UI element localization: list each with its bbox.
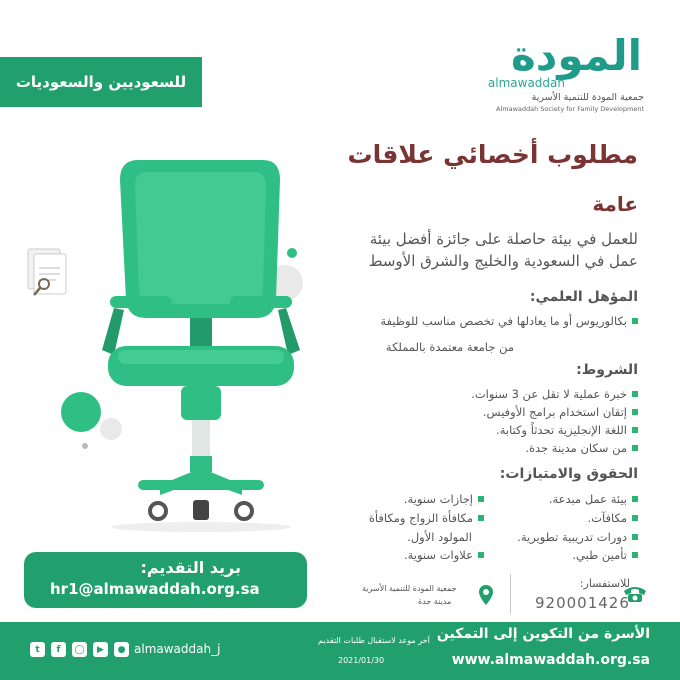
audience-banner: [0, 57, 202, 107]
job-title: مطلوب أخصائي علاقات: [347, 140, 638, 169]
deadline-label: آخر موعد لاستقبال طلبات التقديم: [318, 636, 430, 645]
condition-text: اللغة الإنجليزية تحدثاً وكتابة.: [496, 423, 627, 437]
benefit-text: مكافأة الزواج ومكافأة: [368, 511, 473, 525]
benefit-text-continued: المولود الأول.: [407, 530, 472, 544]
chair-wheel-right: [236, 503, 252, 519]
decor-circle-small: [100, 418, 122, 440]
facebook-icon[interactable]: f: [51, 642, 66, 657]
inquiry-phone[interactable]: 920001426: [535, 594, 630, 612]
chair-gas-lift: [192, 420, 210, 456]
bullet-icon: [632, 552, 638, 558]
office-chair-illustration: [18, 150, 318, 535]
bullet-icon: [478, 515, 484, 521]
job-subtitle: عامة: [592, 192, 638, 216]
logo-society-arabic: جمعية المودة للتنمية الأسرية: [531, 92, 644, 103]
youtube-icon[interactable]: ▶: [93, 642, 108, 657]
address-line-2: مدينة جدة: [418, 597, 452, 606]
chair-wheel-left: [150, 503, 166, 519]
apply-email-box: [24, 552, 307, 608]
benefit-item: [369, 511, 484, 525]
condition-item: [471, 387, 638, 401]
benefit-text: مكافآت.: [587, 511, 627, 525]
bullet-icon: [632, 534, 638, 540]
qualification-text-1: بكالوريوس أو ما يعادلها في تخصص مناسب للوظيفة: [380, 314, 627, 328]
decor-circle-green: [61, 392, 101, 432]
chair-wheel-center: [193, 500, 209, 520]
location-pin-icon: [478, 584, 494, 606]
chair-armrest-right: [230, 296, 292, 308]
bullet-icon: [632, 409, 638, 415]
benefit-item: [588, 511, 639, 525]
condition-item: [525, 441, 638, 455]
snapchat-icon[interactable]: ●: [114, 642, 129, 657]
decor-dot-grey: [82, 443, 88, 449]
cv-document-icon: [28, 249, 66, 295]
intro-line-2: عمل في السعودية والخليج والشرق الأوسط: [368, 252, 638, 270]
bullet-icon: [632, 496, 638, 502]
chair-back-support: [190, 318, 212, 346]
condition-item: [496, 423, 638, 437]
benefit-item: [572, 548, 638, 562]
condition-text: خبرة عملية لا تقل عن 3 سنوات.: [471, 387, 627, 401]
qualification-text-2: من جامعة معتمدة بالمملكة: [385, 340, 514, 354]
qualification-heading: المؤهل العلمي:: [529, 289, 638, 305]
logo-arabic: المودة: [510, 31, 642, 80]
apply-email-link[interactable]: hr1@almawaddah.org.sa: [50, 580, 260, 598]
bullet-icon: [632, 445, 638, 451]
benefit-item: [549, 492, 638, 506]
condition-text: إتقان استخدام برامج الأوفيس.: [482, 405, 627, 419]
contact-divider: [510, 574, 511, 614]
twitter-icon[interactable]: t: [30, 642, 45, 657]
logo-society-english: Almawaddah Society for Family Development: [496, 105, 644, 113]
condition-item: [483, 405, 638, 419]
benefits-heading: الحقوق والامتيازات:: [499, 466, 638, 482]
benefit-item: [404, 492, 484, 506]
chair-shadow: [111, 522, 291, 532]
chair-armrest-left: [110, 296, 172, 308]
apply-email-label: بريد التقديم:: [140, 558, 241, 577]
bullet-icon: [478, 496, 484, 502]
qualification-item: [380, 314, 638, 328]
bullet-icon: [632, 391, 638, 397]
intro-line-1: للعمل في بيئة حاصلة على جائزة أفضل بيئة: [369, 230, 638, 248]
deadline-date: 2021/01/30: [338, 656, 385, 665]
benefit-item: [404, 548, 484, 562]
inquiry-label: للاستفسار:: [579, 577, 630, 590]
logo-english: almawaddah: [487, 76, 565, 90]
condition-text: من سكان مدينة جدة.: [525, 441, 627, 455]
footer-slogan: الأسرة من التكوين إلى التمكين: [436, 626, 650, 642]
benefit-item: [517, 530, 638, 544]
conditions-heading: الشروط:: [576, 362, 638, 378]
address-line-1: جمعية المودة للتنمية الأسرية: [362, 584, 457, 593]
benefit-text: إجازات سنوية.: [403, 492, 473, 506]
chair-column-top: [181, 386, 221, 420]
footer-website-link[interactable]: www.almawaddah.org.sa: [451, 652, 650, 668]
instagram-icon[interactable]: ◯: [72, 642, 87, 657]
benefit-text: بيئة عمل مبدعة.: [548, 492, 627, 506]
benefit-text: دورات تدريبية تطويرية.: [517, 530, 627, 544]
benefit-text: علاوات سنوية.: [403, 548, 473, 562]
audience-banner-text: للسعوديين والسعوديات: [15, 73, 187, 91]
bullet-icon: [632, 515, 638, 521]
bullet-icon: [632, 318, 638, 324]
bullet-icon: [632, 427, 638, 433]
social-handle: almawaddah_j: [134, 642, 221, 656]
decor-dot-green: [287, 248, 297, 258]
footer: [0, 622, 680, 680]
bullet-icon: [478, 552, 484, 558]
benefit-text: تأمين طبي.: [572, 548, 627, 562]
